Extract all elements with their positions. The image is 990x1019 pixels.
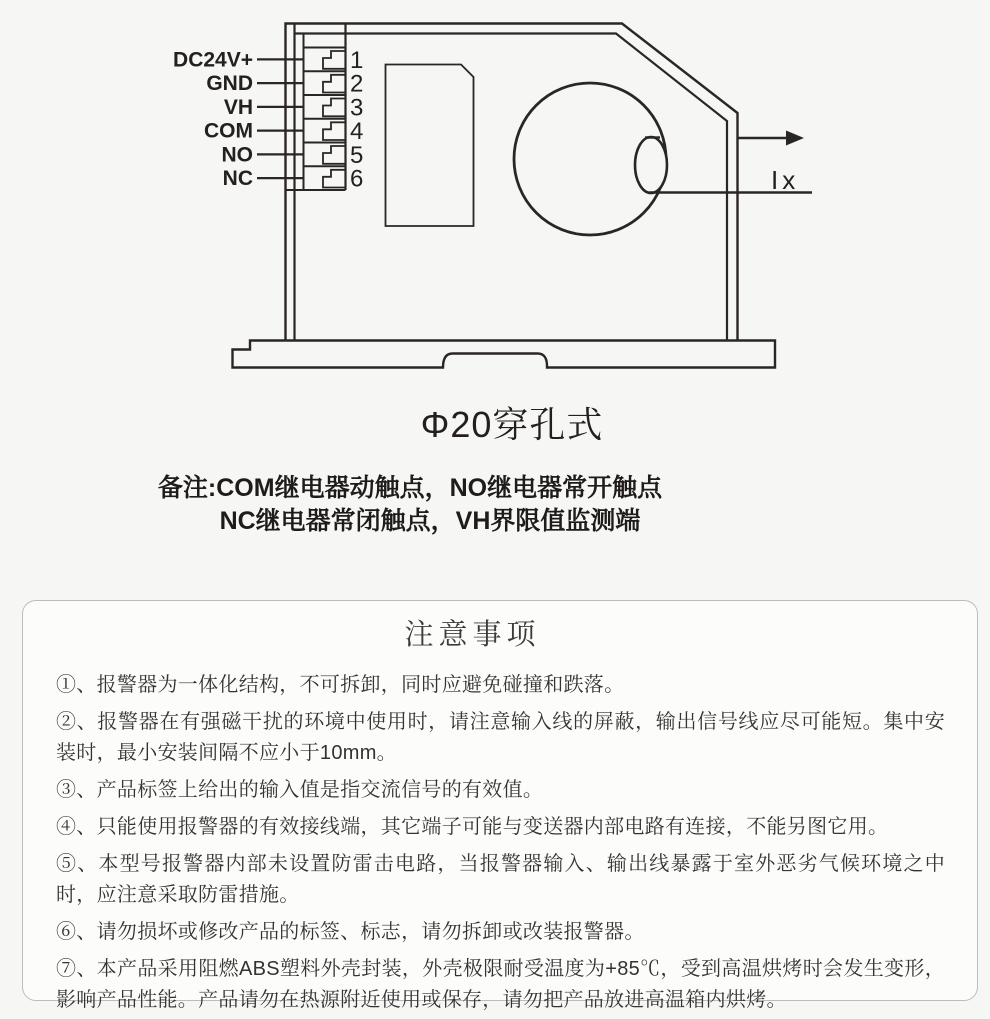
remark-line-2: NC继电器常闭触点，VH界限值监测端	[219, 507, 641, 535]
current-arrowhead-icon	[786, 131, 804, 146]
notice-item: ⑤、本型号报警器内部未设置防雷击电路，当报警器输入、输出线暴露于室外恶劣气候环境之中时，应注意采取防雷措施。	[56, 853, 945, 906]
terminal-clamp-icon	[323, 75, 345, 93]
notice-panel	[22, 600, 978, 1011]
nameplate	[386, 65, 474, 227]
wiring-diagram	[0, 0, 990, 385]
terminal-number: 1	[350, 46, 364, 74]
terminal-clamp-icon	[323, 51, 345, 69]
notice-item: ③、产品标签上给出的输入值是指交流信号的有效值。	[56, 779, 544, 801]
terminal-clamp-icon	[323, 99, 345, 117]
notice-title: 注意事项	[404, 619, 541, 651]
terminal-label: COM	[204, 119, 253, 143]
terminal-clamp-icon	[323, 146, 345, 164]
notice-item: ⑥、请勿损坏或修改产品的标签、标志，请勿拆卸或改装报警器。	[56, 921, 645, 943]
notice-item: ②、报警器在有强磁干扰的环境中使用时，请注意输入线的屏蔽，输出信号线应尽可能短。集中安装时，最小安装间隔不应小于10mm。	[56, 711, 945, 764]
output-current-label: Ix	[771, 165, 800, 195]
terminal-number: 5	[350, 141, 364, 169]
remark-line-1: 备注:COM继电器动触点，NO继电器常开触点	[157, 474, 663, 502]
diagram-caption: Φ20穿孔式	[420, 404, 604, 445]
notice-item: ⑦、本产品采用阻燃ABS塑料外壳封装，外壳极限耐受温度为+85℃，受到高温烘烤时会发生变形，影响产品性能。产品请勿在热源附近使用或保存，请勿把产品放进高温箱内烘烤。	[56, 958, 945, 1011]
notice-item-list	[56, 670, 945, 1016]
terminal-label: NC	[222, 167, 253, 191]
terminal-number: 6	[350, 165, 364, 193]
terminal-clamp-icon	[323, 170, 345, 188]
din-rail-base	[233, 341, 776, 368]
terminal-number: 2	[350, 70, 364, 98]
terminal-label: GND	[206, 72, 253, 96]
terminal-label: NO	[221, 143, 253, 167]
wiring-diagram-svg	[0, 0, 990, 385]
terminal-label: DC24V+	[173, 48, 253, 72]
notice-item: ①、报警器为一体化结构，不可拆卸，同时应避免碰撞和跌落。	[56, 674, 625, 696]
terminal-number: 3	[350, 94, 364, 122]
terminal-number: 4	[350, 118, 364, 146]
remark-note	[5, 472, 815, 538]
terminal-label: VH	[223, 95, 253, 119]
terminal-clamp-icon	[323, 122, 345, 140]
hole-bore	[635, 137, 667, 193]
notice-item: ④、只能使用报警器的有效接线端，其它端子可能与变送器内部电路有连接，不能另图它用。	[56, 816, 889, 838]
